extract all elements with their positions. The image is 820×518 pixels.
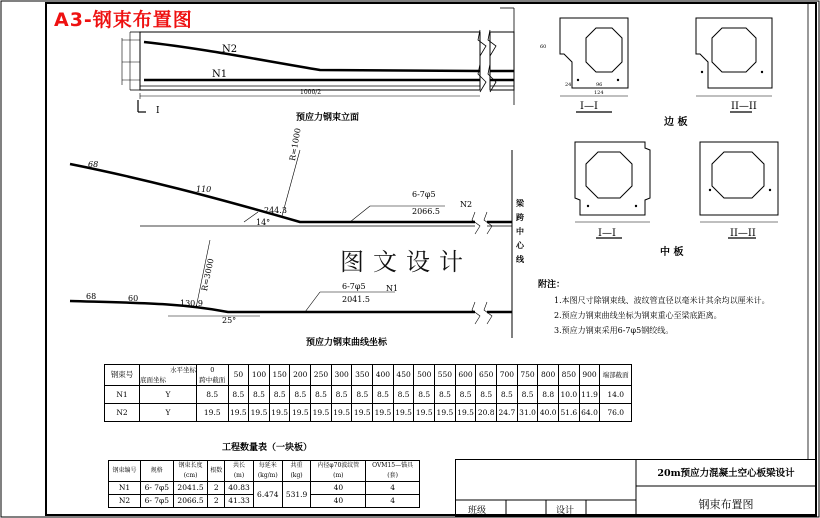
qty-cell: 4 [366,482,420,495]
coord-header-cell: 300 [331,365,352,386]
qty-header-cell: 规格 [141,461,174,482]
coord-header-cell: 650 [476,365,497,386]
sec-mid-i: I—I [598,228,616,239]
coord-cell: 8.5 [228,386,249,404]
curve-caption: 预应力钢束曲线坐标 [306,338,388,348]
n1-radius: R=3000 [200,257,216,292]
coord-header-cell: 450 [393,365,414,386]
n1-seg1: 68 [86,292,97,301]
coord-col0: 钢束号 [105,365,140,386]
centerline-label: 梁跨中心线 [516,198,524,264]
coord-header-cell: 100 [249,365,270,386]
coord-cell: 31.0 [517,404,538,422]
coord-cell: 8.5 [455,386,476,404]
coord-cell: 19.5 [228,404,249,422]
qty-header-cell: 共重 (kg) [282,461,311,482]
note-1: 1.本图尺寸除钢束线、波纹管直径以毫米计其余均以厘米计。 [554,296,770,305]
coord-cell: 8.5 [331,386,352,404]
coord-row [105,404,632,422]
qty-header-cell: 钢束长度 (cm) [173,461,208,482]
qty-cell: 2 [208,482,225,495]
coord-cell: 19.5 [290,404,311,422]
n1-seg2: 60 [128,294,139,303]
sec-mid-ii: II—II [730,228,756,239]
qty-header-cell: OVM15—锚具 (套) [366,461,420,482]
sec-edge-i: I—I [580,101,598,112]
coord-cell: 24.7 [497,404,518,422]
coord-header-cell: 900 [579,365,600,386]
coord-cell: 8.5 [311,386,332,404]
n2-radius: R=1000 [288,127,303,162]
coord-cell: 19.5 [269,404,290,422]
edge-dim-total: 124 [594,90,604,96]
qty-cell: 40 [311,495,366,508]
coord-cell: 19.5 [435,404,456,422]
curve-n2 [70,164,512,222]
note-3: 3.预应力钢束采用6-7φ5钢绞线。 [554,326,674,335]
coord-cell: 8.5 [393,386,414,404]
coord-cell: 19.5 [455,404,476,422]
coord-cell: 11.9 [579,386,600,404]
coordinate-table [104,364,632,422]
n2-label: N2 [460,200,473,209]
project-title: 20m预应力混凝土空心板梁设计 [657,468,795,479]
coord-cell: 19.5 [393,404,414,422]
coord-cell: Y [140,386,197,404]
elev-tendon-n2 [144,42,514,71]
section-tendons [577,71,771,207]
qty-caption: 工程数量表（一块板） [222,443,313,453]
n2-angle: 14° [256,218,271,227]
elev-label-n1: N1 [212,69,228,80]
qty-cell: 40 [311,482,366,495]
coord-header-cell: 500 [414,365,435,386]
coord-header-cell: 350 [352,365,373,386]
n1-angle: 25° [222,316,237,325]
qty-cell: 6- 7φ5 [141,495,174,508]
coord-cell: 14.0 [600,386,632,404]
coord-cell: 8.5 [497,386,518,404]
edge-dim-h: 60 [540,44,547,50]
qty-row [109,482,420,495]
qty-cell: 6- 7φ5 [141,482,174,495]
coord-cell: 8.5 [435,386,456,404]
qty-header-cell: 钢束编号 [109,461,141,482]
elev-label-n2: N2 [222,44,238,55]
coord-header-cell: 600 [455,365,476,386]
n2-seg2: 110 [196,185,212,194]
notes-title: 附注： [538,280,566,290]
coord-cell: 64.0 [579,404,600,422]
coord-cell: Y [140,404,197,422]
mid-slab-label: 中 板 [660,247,684,258]
edge-slab-label: 边 板 [664,117,688,128]
coord-row [105,386,632,404]
note-2: 2.预应力钢束曲线坐标为钢束重心至梁底距离。 [554,311,722,320]
coord-cell: 8.5 [517,386,538,404]
coord-cell: 19.5 [197,404,229,422]
label-design: 设计 [556,506,575,516]
qty-cell: 4 [366,495,420,508]
coord-header-cell: 700 [497,365,518,386]
label-class: 班级 [468,506,487,516]
qty-header-cell: 每延米 (kg/m) [253,461,282,482]
coord-header-cell: 550 [435,365,456,386]
elevation-caption: 预应力钢束立面 [296,113,360,123]
n2-seg3: 244.3 [264,206,287,215]
n1-length: 2041.5 [342,295,370,304]
watermark: 图文设计 [340,248,472,276]
qty-cell: N1 [109,482,141,495]
notes [538,278,770,338]
coord-cell: 8.5 [352,386,373,404]
edge-dim-d2: 96 [596,82,603,88]
coord-header-cell: 200 [290,365,311,386]
n1-seg3: 130.9 [180,299,203,308]
n1-label: N1 [386,284,399,293]
coord-cell: 19.5 [249,404,270,422]
title-block [455,459,817,517]
coord-cell: N2 [105,404,140,422]
coord-cell: 19.5 [331,404,352,422]
coord-cell: 8.5 [476,386,497,404]
qty-header-cell: 共长 (m) [225,461,254,482]
coord-corner: 水平坐标 底面坐标 [140,366,196,384]
drawing-name: 钢束布置图 [698,498,754,511]
coord-header-cell: 800 [538,365,559,386]
coord-cell: 8.8 [538,386,559,404]
coord-cell: 19.5 [414,404,435,422]
n2-seg1: 68 [88,160,99,169]
drawing-header: A3-钢束布置图 [54,9,193,31]
qty-cell: 531.9 [282,482,311,508]
qty-header-cell: 内径φ70波纹管 (m) [311,461,366,482]
elev-bottom-dim: 1000/2 [300,89,322,96]
coord-cell: 76.0 [600,404,632,422]
coord-header-row [105,365,632,386]
qty-cell: N2 [109,495,141,508]
elev-mark-i: I [156,106,160,116]
cross-sections [560,18,778,238]
coord-cell: 8.5 [269,386,290,404]
coord-header-cell: 50 [228,365,249,386]
coord-cell: 20.8 [476,404,497,422]
coord-header-cell: 750 [517,365,538,386]
qty-cell: 2 [208,495,225,508]
qty-cell: 2041.5 [173,482,208,495]
coord-header-cell: 0 跨中截面 [197,365,229,386]
coord-cell: 8.5 [249,386,270,404]
qty-cell: 2066.5 [173,495,208,508]
qty-header-row [109,461,420,482]
sec-edge-ii: II—II [731,101,757,112]
coord-header-cell: 400 [373,365,394,386]
coord-header-cell: 150 [269,365,290,386]
coord-header-cell: 850 [559,365,580,386]
n2-spec: 6-7φ5 [412,190,436,199]
coord-cell: 8.5 [373,386,394,404]
coord-cell: 51.6 [559,404,580,422]
n2-length: 2066.5 [412,207,440,216]
quantity-table [108,460,420,508]
coord-cell: 8.5 [197,386,229,404]
qty-cell: 41.33 [225,495,254,508]
coord-cell: 10.0 [559,386,580,404]
coord-cell: 8.5 [290,386,311,404]
coord-header-cell: 250 [311,365,332,386]
coord-header-cell: 端部截面 [600,365,632,386]
coord-cell: 40.0 [538,404,559,422]
qty-header-cell: 根数 [208,461,225,482]
edge-dim-d1: 24 [565,82,572,88]
qty-cell: 40.83 [225,482,254,495]
coord-cell: 19.5 [311,404,332,422]
n1-spec: 6-7φ5 [342,282,366,291]
coord-cell: 8.5 [414,386,435,404]
coordinate-table-body [105,365,632,422]
coord-cell: N1 [105,386,140,404]
coord-cell: 19.5 [373,404,394,422]
quantity-table-body [109,461,420,508]
qty-cell: 6.474 [253,482,282,508]
coord-cell: 19.5 [352,404,373,422]
